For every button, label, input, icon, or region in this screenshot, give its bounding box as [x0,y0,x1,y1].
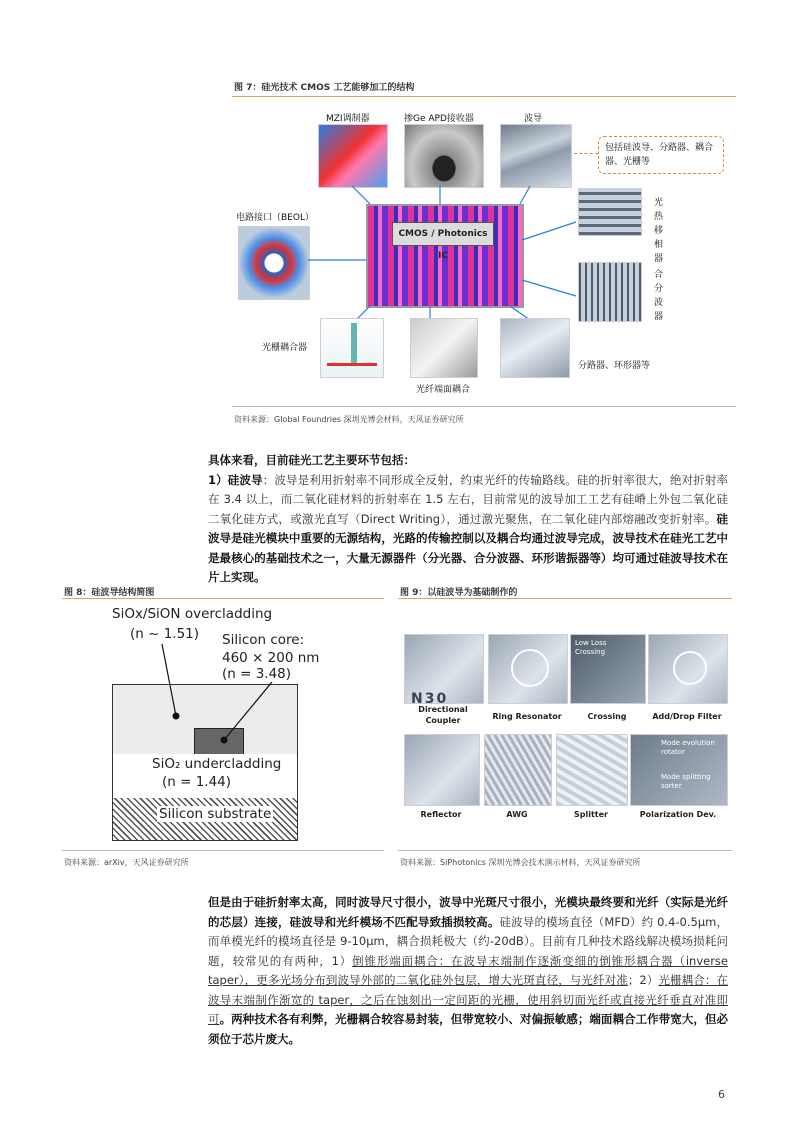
para2-underline-1: 倒锥形端面耦合：在波导末端制作逐渐变细的倒锥形耦合器（inverse taper），更多光场分布到波导外部的二氧化硅外包层，增大光斑直径，与光纤对准 [208,953,728,987]
para1-lead: 1）硅波导 [208,472,263,487]
overclad-label: SiOx/SiON overcladding [112,606,273,622]
paragraph-2 [208,893,728,1049]
fig7-label-mux: 合分波器 [654,270,664,322]
core-index: (n = 3.48) [222,666,292,682]
para2-bold-b: 。两种技术各有利弊，光栅耦合较容易封装，但带宽较小、对偏振敏感；端面耦合工作带宽大，但必须位于芯片废大。 [208,1012,729,1046]
add-drop-filter-image [648,634,728,704]
fig7-callout-arrow [574,153,598,154]
fig7-top-rule [232,96,736,97]
fig8-top-rule [62,598,384,599]
fig8-title: 图 8：硅波导结构简图 [64,588,155,598]
fig7-label-apd: 掺Ge APD接收器 [404,114,474,124]
fig7-title: 图 7：硅光技术 CMOS 工艺能够加工的结构 [234,83,415,93]
waveguide-image [500,124,572,188]
ring-resonator-image [488,634,568,704]
label-polarization: Polarization Dev. [639,810,717,819]
overclad-index: (n ~ 1.51) [130,626,200,642]
fig7-label-waveguide: 波导 [524,114,543,124]
fig9-source: 资料来源：SiPhotonics 深圳光博会技术演示材料，天风证券研究所 [400,858,641,867]
device-grid [404,634,726,824]
undercladding-index: (n = 1.44) [162,774,232,790]
label-reflector: Reflector [420,810,462,819]
para2-text-a: 硅波导的模场直径（MFD）约 0.4-0.5μm，而单模光纤的模场直径是 9-10μm，耦合损耗极大（约-20dB）。目前有几种技术路线解决模场损耗问题，较常见的有两种，1） [208,914,729,968]
para2-bold-a: 但是由于硅折射率太高，同时波导尺寸很小，波导中光斑尺寸很小，光模块最终要和光纤（实际是光纤的芯层）连接，硅波导和光纤模场不匹配导致插损较高。 [208,895,728,929]
fig7-connectors [300,180,590,330]
para1-intro: 具体来看，目前硅光工艺主要环节包括： [208,453,415,467]
para2-text-b: ；2） [627,973,659,987]
splitter-grid-image [556,734,628,806]
fig7-callout-box [598,136,724,174]
fig7-callout-text: 包括硅波导、分路器、耦合器、光栅等 [605,143,714,167]
waveguide-diagram [112,606,340,852]
fig8-bottom-rule [62,850,384,851]
fig7-label-mzi: MZI调制器 [326,114,370,124]
fig7-label-phase: 光热移相器 [654,198,664,264]
core-dimensions: 460 × 200 nm [222,650,320,666]
para1-text: ：波导是利用折射率不同形成全反射，约束光纤的传输路线。硅的折射率很大，绝对折射率在 3.4 以上，而二氧化硅材料的折射率在 1.5 左右，目前常见的波导加工工艺有硅嵴上外包二氧化硅二氧化硅方式，或激光直写（Direct Writing），通过激光聚焦，在二氧化硅内部熔融改变折射率。 [208,472,728,526]
chip-mark: N30 [411,691,449,707]
polarization-device-image [630,734,728,806]
reflector-image [404,734,480,806]
chip-label: CMOS / Photonics IC [392,222,494,246]
fig9-top-rule [398,598,732,599]
apd-image [404,124,484,188]
edge-coupler-image [410,318,478,378]
phase-shifter-image [578,188,642,236]
fig8-source: 资料来源：arXiv，天风证券研究所 [64,858,189,867]
fig7-label-edge: 光纤端面耦合 [416,385,471,395]
awg-image [484,734,552,806]
label-splitter: Splitter [574,810,608,819]
mux-image [578,262,642,322]
fig7-label-beol: 电路接口（BEOL） [236,213,314,223]
substrate-label: Silicon substrate [159,806,272,822]
paragraph-1 [208,451,728,588]
fig7-label-splitter: 分路器、环形器等 [578,361,651,371]
overlay-rotator: Mode evolution rotator [661,739,715,756]
para2-underline-2: 光栅耦合：在波导末端制作渐宽的 taper，之后在蚀刻出一定间距的光栅，使用斜切面光纤或直接光纤垂直对准即可 [208,973,729,1026]
substrate-layer [112,798,298,841]
splitter-image [500,318,570,378]
page-number: 6 [718,1088,725,1101]
directional-coupler-image [404,634,484,707]
para1-bold: 硅波导是硅光模块中重要的无源结构，光路的传输控制以及耦合均通过波导完成，波导技术在硅光工艺中是最核心的基础技术之一，大量无源器件（分光器、合分波器、环形谐振器等）均可通过硅波导技术在片上实现。 [208,511,728,584]
fig7-source: 资料来源：Global Foundries 深圳光博会材料，天风证券研究所 [234,415,464,424]
core-label: Silicon core: [222,632,305,648]
undercladding-label: SiO₂ undercladding [152,756,282,772]
fig7-bottom-rule [232,406,736,407]
label-add-drop-filter: Add/Drop Filter [652,712,722,721]
crossing-image [570,634,646,704]
mzi-image [318,124,388,188]
label-awg: AWG [506,810,528,819]
grating-coupler-image [320,318,384,378]
label-ring-resonator: Ring Resonator [492,712,562,721]
label-directional-coupler: Directional Coupler [418,705,468,725]
overlay-crossing: Low Loss Crossing [575,639,607,656]
fig9-bottom-rule [398,850,732,851]
fig7-label-grating: 光栅耦合器 [262,343,308,353]
fig9-title: 图 9：以硅波导为基础制作的 [400,588,518,598]
overlay-sorter: Mode splitting sorter [661,773,711,790]
fig8-pointers [112,606,340,766]
label-crossing: Crossing [587,712,627,721]
